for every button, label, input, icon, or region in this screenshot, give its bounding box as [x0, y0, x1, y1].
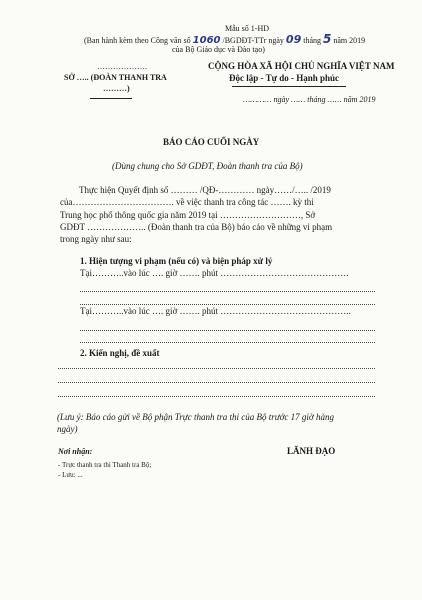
- recipient-item: - Trực thanh tra thi Thanh tra Bộ;: [58, 461, 152, 469]
- signature-title: LÃNH ĐẠO: [287, 446, 336, 456]
- report-subtitle: (Dùng chung cho Sở GDĐT, Đoàn thanh tra của Bộ): [112, 161, 303, 171]
- intro-line-5: trong ngày như sau:: [60, 234, 132, 244]
- department-name-cont: ………): [103, 84, 130, 93]
- recipient-item: - Lưu: ...: [58, 471, 83, 479]
- section-1-line-a: Tại………..vào lúc …. giờ ……. phút …………………………………….: [80, 268, 349, 278]
- dotted-line: [58, 396, 375, 397]
- motto: Độc lập - Tự do - Hạnh phúc: [229, 73, 340, 83]
- left-underline: [90, 98, 132, 99]
- note-line-2: ngày): [57, 424, 78, 434]
- note-line-1: (Lưu ý: Báo cáo gửi về Bộ phận Trực thanh tra thi của Bộ trước 17 giờ hàng: [57, 412, 334, 422]
- report-title: BÁO CÁO CUỐI NGÀY: [163, 137, 260, 147]
- handwritten-month: 5: [323, 32, 332, 46]
- section-1-heading: 1. Hiện tượng vi phạm (nếu có) và biện pháp xử lý: [80, 256, 273, 266]
- intro-line-3: Trung học phổ thông quốc gia năm 2019 tại ………………………, Sở: [60, 210, 316, 220]
- dotted-line: [58, 368, 375, 369]
- issued-text-2: /BGDĐT-TTr ngày: [222, 36, 284, 45]
- dotted-line: [80, 304, 375, 305]
- dotted-line: [58, 382, 375, 383]
- dotted-line: [80, 330, 375, 331]
- intro-line-4: GDĐT ……………….. (Đoàn thanh tra của Bộ) báo cáo về những vi phạm: [60, 222, 333, 232]
- issued-line-3: của Bộ Giáo dục và Đào tạo): [172, 45, 265, 54]
- left-dots: ……………….: [97, 62, 147, 71]
- dotted-line: [80, 291, 375, 292]
- form-number: Mẫu số 1-HD: [225, 24, 269, 33]
- dotted-line: [80, 342, 375, 343]
- intro-line-2: của……………………………. về việc thanh tra công tác ……. kỳ thi: [60, 197, 314, 207]
- section-2-heading: 2. Kiến nghị, đề xuất: [80, 348, 160, 358]
- year-label: năm 2019: [333, 36, 366, 45]
- handwritten-day: 09: [285, 33, 302, 46]
- intro-line-1: Thực hiện Quyết định số ……… /QĐ-………… ngày……/….. /2019: [79, 185, 331, 195]
- month-label: tháng: [303, 36, 322, 45]
- date-line: ………… ngày …… tháng …… năm 2019: [243, 95, 376, 104]
- republic-title: CỘNG HÒA XÃ HỘI CHỦ NGHĨA VIỆT NAM: [208, 61, 395, 71]
- motto-underline: [232, 86, 346, 87]
- department-name: SỞ ….. (ĐOÀN THANH TRA: [64, 73, 167, 82]
- handwritten-doc-number: 1060: [192, 35, 221, 46]
- recipients-label: Nơi nhận:: [58, 447, 93, 456]
- issued-text-1: (Ban hành kèm theo Công văn số: [84, 36, 191, 45]
- section-1-line-b: Tại………..vào lúc …. giờ ……. phút ……………………………………..: [80, 306, 351, 316]
